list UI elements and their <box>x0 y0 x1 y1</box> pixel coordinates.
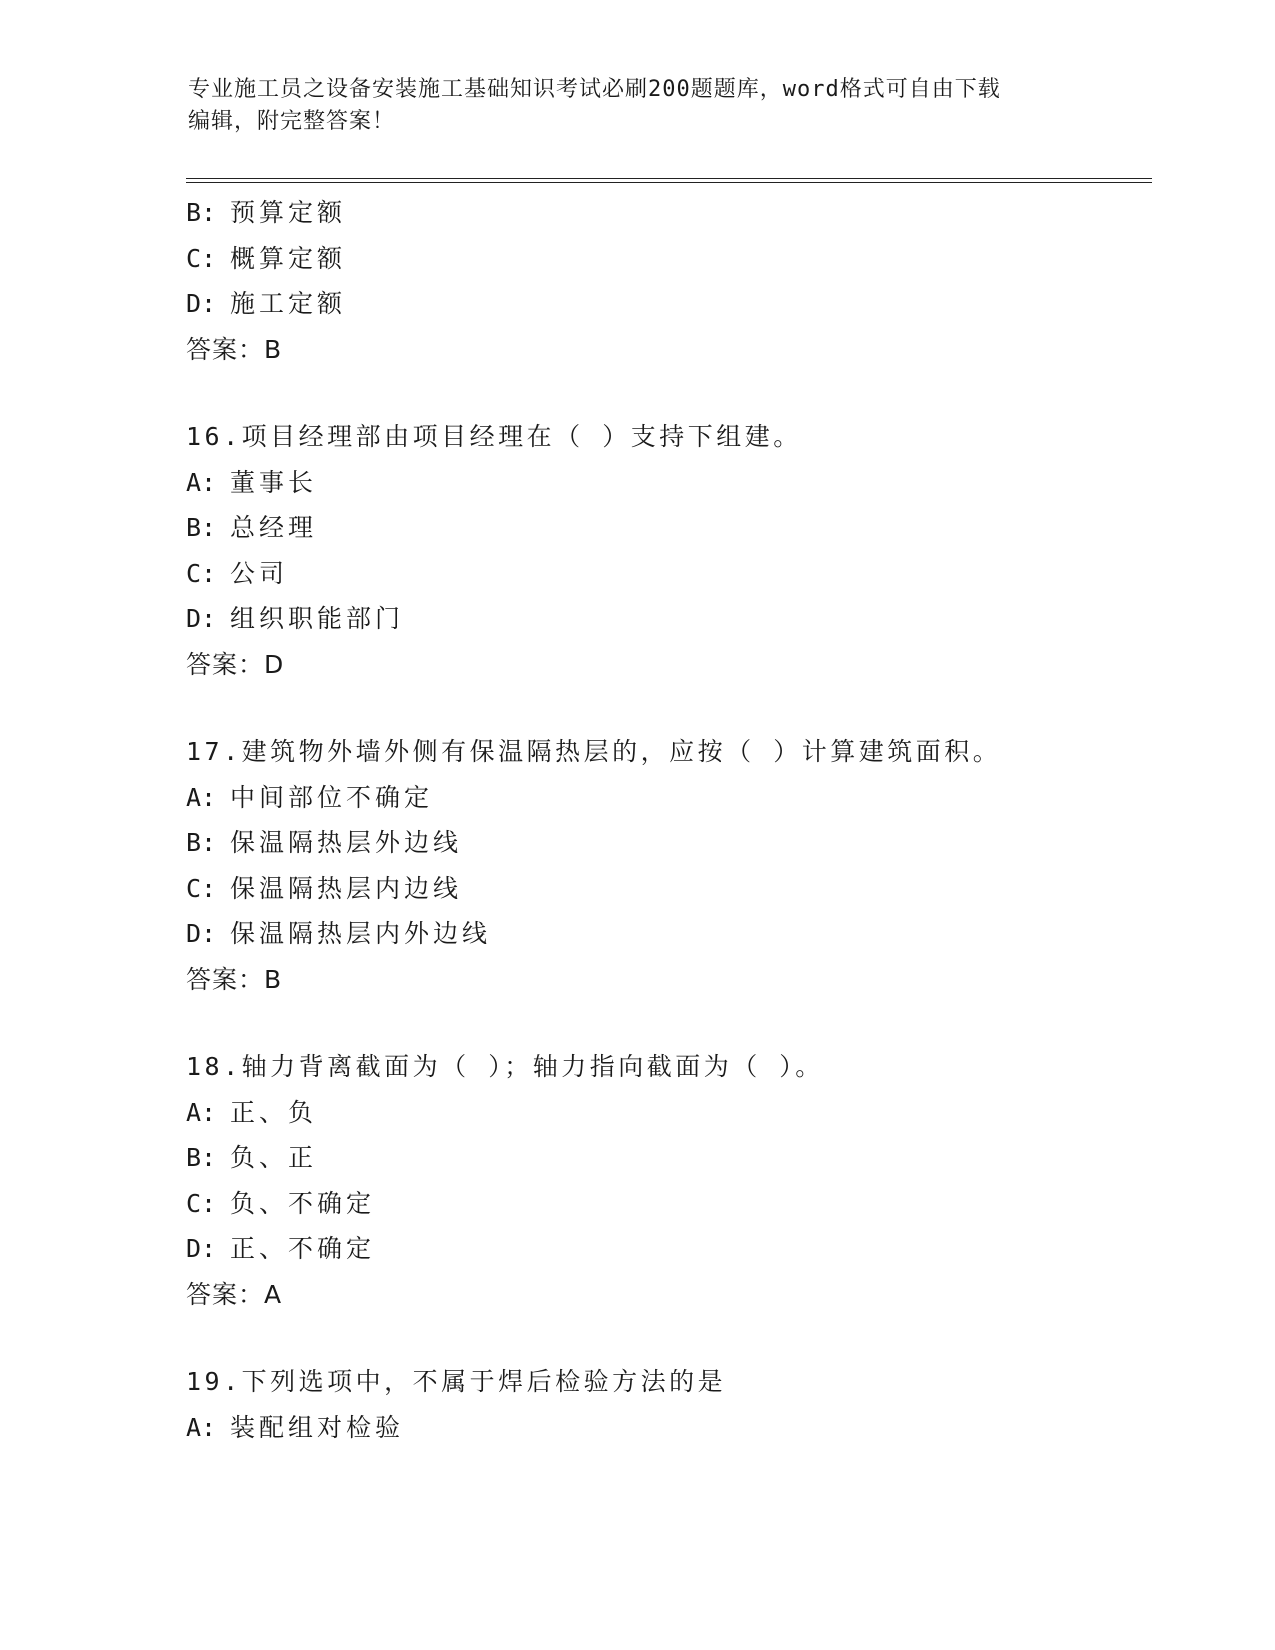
option-label: A: <box>186 782 217 812</box>
option-label: B: <box>186 198 217 227</box>
option-label: C: <box>186 873 217 903</box>
option-label: A: <box>186 1097 217 1127</box>
option-d <box>186 596 1146 642</box>
question-17 <box>186 729 1146 1002</box>
option-label: D: <box>186 919 217 948</box>
option-label: B: <box>186 1143 217 1172</box>
option-text: 保温隔热层外边线 <box>230 828 463 857</box>
answer-line: 答案：D <box>186 649 285 679</box>
option-a <box>186 460 1146 506</box>
question-list <box>186 190 1146 1450</box>
option-text: 公司 <box>230 558 289 588</box>
option-label: D: <box>186 289 217 318</box>
question-title: 19.下列选项中，不属于焊后检验方法的是 <box>186 1367 727 1396</box>
option-b <box>186 505 1146 551</box>
spacer <box>186 1317 1146 1359</box>
option-c <box>186 866 1146 912</box>
option-text: 正、负 <box>230 1097 318 1127</box>
option-text: 装配组对检验 <box>230 1412 405 1442</box>
question-title: 18.轴力背离截面为（ ）；轴力指向截面为（ ）。 <box>186 1052 824 1081</box>
option-d <box>186 1226 1146 1272</box>
option-text: 保温隔热层内外边线 <box>230 919 492 948</box>
option-text: 预算定额 <box>230 198 347 227</box>
option-c <box>186 1181 1146 1227</box>
option-label: B: <box>186 828 217 857</box>
answer-line: 答案：A <box>186 1279 283 1309</box>
option-d <box>186 911 1146 957</box>
question-16 <box>186 414 1146 687</box>
option-text: 施工定额 <box>230 289 347 318</box>
option-text: 总经理 <box>230 513 318 542</box>
answer-line: 答案：B <box>186 334 283 364</box>
option-d <box>186 281 1146 327</box>
spacer <box>186 372 1146 414</box>
option-c <box>186 551 1146 597</box>
question-title: 16.项目经理部由项目经理在（ ）支持下组建。 <box>186 422 802 451</box>
spacer <box>186 687 1146 729</box>
option-text: 概算定额 <box>230 243 347 273</box>
option-text: 董事长 <box>230 467 318 497</box>
option-b <box>186 190 1146 236</box>
option-b <box>186 820 1146 866</box>
option-text: 组织职能部门 <box>230 604 405 633</box>
header-line-2: 编辑，附完整答案！ <box>188 109 396 134</box>
header-divider <box>186 178 1152 183</box>
option-label: A: <box>186 467 217 497</box>
question-continued <box>186 190 1146 372</box>
option-text: 保温隔热层内边线 <box>230 873 463 903</box>
option-a <box>186 1405 1146 1451</box>
document-header <box>188 74 1088 138</box>
option-label: D: <box>186 604 217 633</box>
option-a <box>186 1090 1146 1136</box>
question-18 <box>186 1044 1146 1317</box>
option-label: D: <box>186 1234 217 1263</box>
option-label: C: <box>186 243 217 273</box>
option-text: 中间部位不确定 <box>230 782 434 812</box>
option-c <box>186 236 1146 282</box>
answer-line: 答案：B <box>186 964 283 994</box>
option-b <box>186 1135 1146 1181</box>
question-title: 17.建筑物外墙外侧有保温隔热层的，应按（ ）计算建筑面积。 <box>186 737 1002 766</box>
option-label: C: <box>186 558 217 588</box>
option-text: 负、正 <box>230 1143 318 1172</box>
option-label: A: <box>186 1412 217 1442</box>
option-text: 正、不确定 <box>230 1234 376 1263</box>
header-line-1: 专业施工员之设备安装施工基础知识考试必刷200题题库，word格式可自由下载 <box>188 77 1001 102</box>
option-label: C: <box>186 1188 217 1218</box>
option-a <box>186 775 1146 821</box>
question-19 <box>186 1359 1146 1450</box>
option-text: 负、不确定 <box>230 1188 376 1218</box>
option-label: B: <box>186 513 217 542</box>
spacer <box>186 1002 1146 1044</box>
